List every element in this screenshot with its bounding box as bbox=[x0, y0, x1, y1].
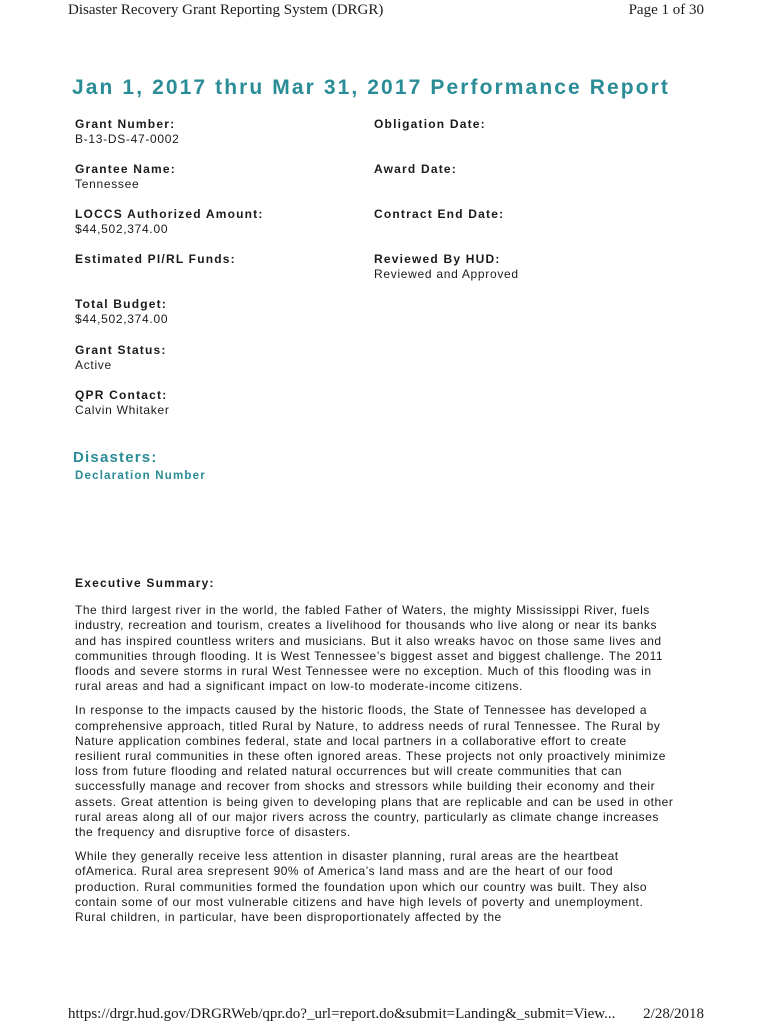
estimated-pi-rl-field bbox=[75, 252, 236, 267]
grant-number-value: B-13-DS-47-0002 bbox=[75, 132, 180, 146]
summary-paragraph: While they generally receive less attention in disaster planning, rural areas are the heartbeat ofAmerica. Rural area srepresent 90% of America’s land mass and are the heart of our food production. Rural communities formed the foundation upon which our country was built. They also contain some of our most vulnerable citizens and have high levels of poverty and unemployment. Rural children, in particular, have been disproportionately affected by the bbox=[75, 849, 648, 925]
disasters-heading: Disasters: bbox=[73, 449, 158, 466]
loccs-amount-field bbox=[75, 207, 264, 237]
page-indicator: Page 1 of 30 bbox=[628, 2, 704, 18]
obligation-date-field bbox=[374, 117, 486, 132]
grantee-name-value: Tennessee bbox=[75, 177, 140, 191]
print-date: 2/28/2018 bbox=[643, 1006, 704, 1022]
contract-end-date-label: Contract End Date: bbox=[374, 207, 505, 221]
summary-paragraph: The third largest river in the world, the fabled Father of Waters, the mighty Mississippi River, fuels industry, recreation and tourism, creates a livelihood for thousands who live along or near its banks and has inspired countless writers and musicians. But it also wreaks havoc on those same lives and communities through flooding. It is West Tennessee’s biggest asset and biggest challenge. The 2011 floods and severe storms in rural West Tennessee were no exception. Much of this flooding was in rural areas and had a significant impact on low-to moderate-income citizens. bbox=[75, 603, 664, 694]
grant-status-value: Active bbox=[75, 358, 112, 372]
grantee-name-field bbox=[75, 162, 176, 192]
print-footer bbox=[68, 1004, 704, 1024]
obligation-date-label: Obligation Date: bbox=[374, 117, 486, 131]
grant-number-label: Grant Number: bbox=[75, 117, 176, 131]
qpr-contact-value: Calvin Whitaker bbox=[75, 403, 170, 417]
loccs-amount-label: LOCCS Authorized Amount: bbox=[75, 207, 264, 221]
reviewed-by-hud-label: Reviewed By HUD: bbox=[374, 252, 501, 266]
grant-number-field bbox=[75, 117, 180, 147]
loccs-amount-value: $44,502,374.00 bbox=[75, 222, 169, 236]
summary-paragraph: In response to the impacts caused by the historic floods, the State of Tennessee has developed a comprehensive approach, titled Rural by Nature, to address needs of rural Tennessee. The Rural by Nature application combines federal, state and local partners in a collaborative effort to create resilient rural communities in these often ignored areas. These projects not only proactively minimize loss from future flooding and related natural occurrences but will create communities that can successfully manage and recover from shocks and stressors while building their economy and their assets. Great attention is being given to developing plans that are replicable and can be used in other rural areas along all of our major rivers across the country, particularly as climate change increases the frequency and disruptive force of disasters. bbox=[75, 703, 674, 840]
qpr-contact-field bbox=[75, 388, 170, 418]
reviewed-by-hud-field bbox=[374, 252, 519, 282]
print-header bbox=[68, 0, 704, 22]
total-budget-value: $44,502,374.00 bbox=[75, 312, 169, 326]
executive-summary bbox=[75, 576, 675, 934]
contract-end-date-field bbox=[374, 207, 504, 222]
qpr-contact-label: QPR Contact: bbox=[75, 388, 168, 402]
reviewed-by-hud-value: Reviewed and Approved bbox=[374, 267, 519, 281]
declaration-number-heading: Declaration Number bbox=[75, 470, 206, 482]
award-date-field bbox=[374, 162, 457, 177]
page-url: https://drgr.hud.gov/DRGRWeb/qpr.do?_url=report.do&submit=Landing&_submit=View... bbox=[68, 1006, 616, 1022]
grantee-name-label: Grantee Name: bbox=[75, 162, 176, 176]
estimated-pi-rl-label: Estimated PI/RL Funds: bbox=[75, 252, 236, 266]
report-title: Jan 1, 2017 thru Mar 31, 2017 Performance Report bbox=[72, 76, 671, 99]
grant-status-field bbox=[75, 343, 167, 373]
system-name: Disaster Recovery Grant Reporting System (DRGR) bbox=[68, 2, 384, 18]
grant-status-label: Grant Status: bbox=[75, 343, 167, 357]
total-budget-label: Total Budget: bbox=[75, 297, 168, 311]
total-budget-field bbox=[75, 297, 168, 327]
award-date-label: Award Date: bbox=[374, 162, 457, 176]
executive-summary-label: Executive Summary: bbox=[75, 576, 215, 590]
